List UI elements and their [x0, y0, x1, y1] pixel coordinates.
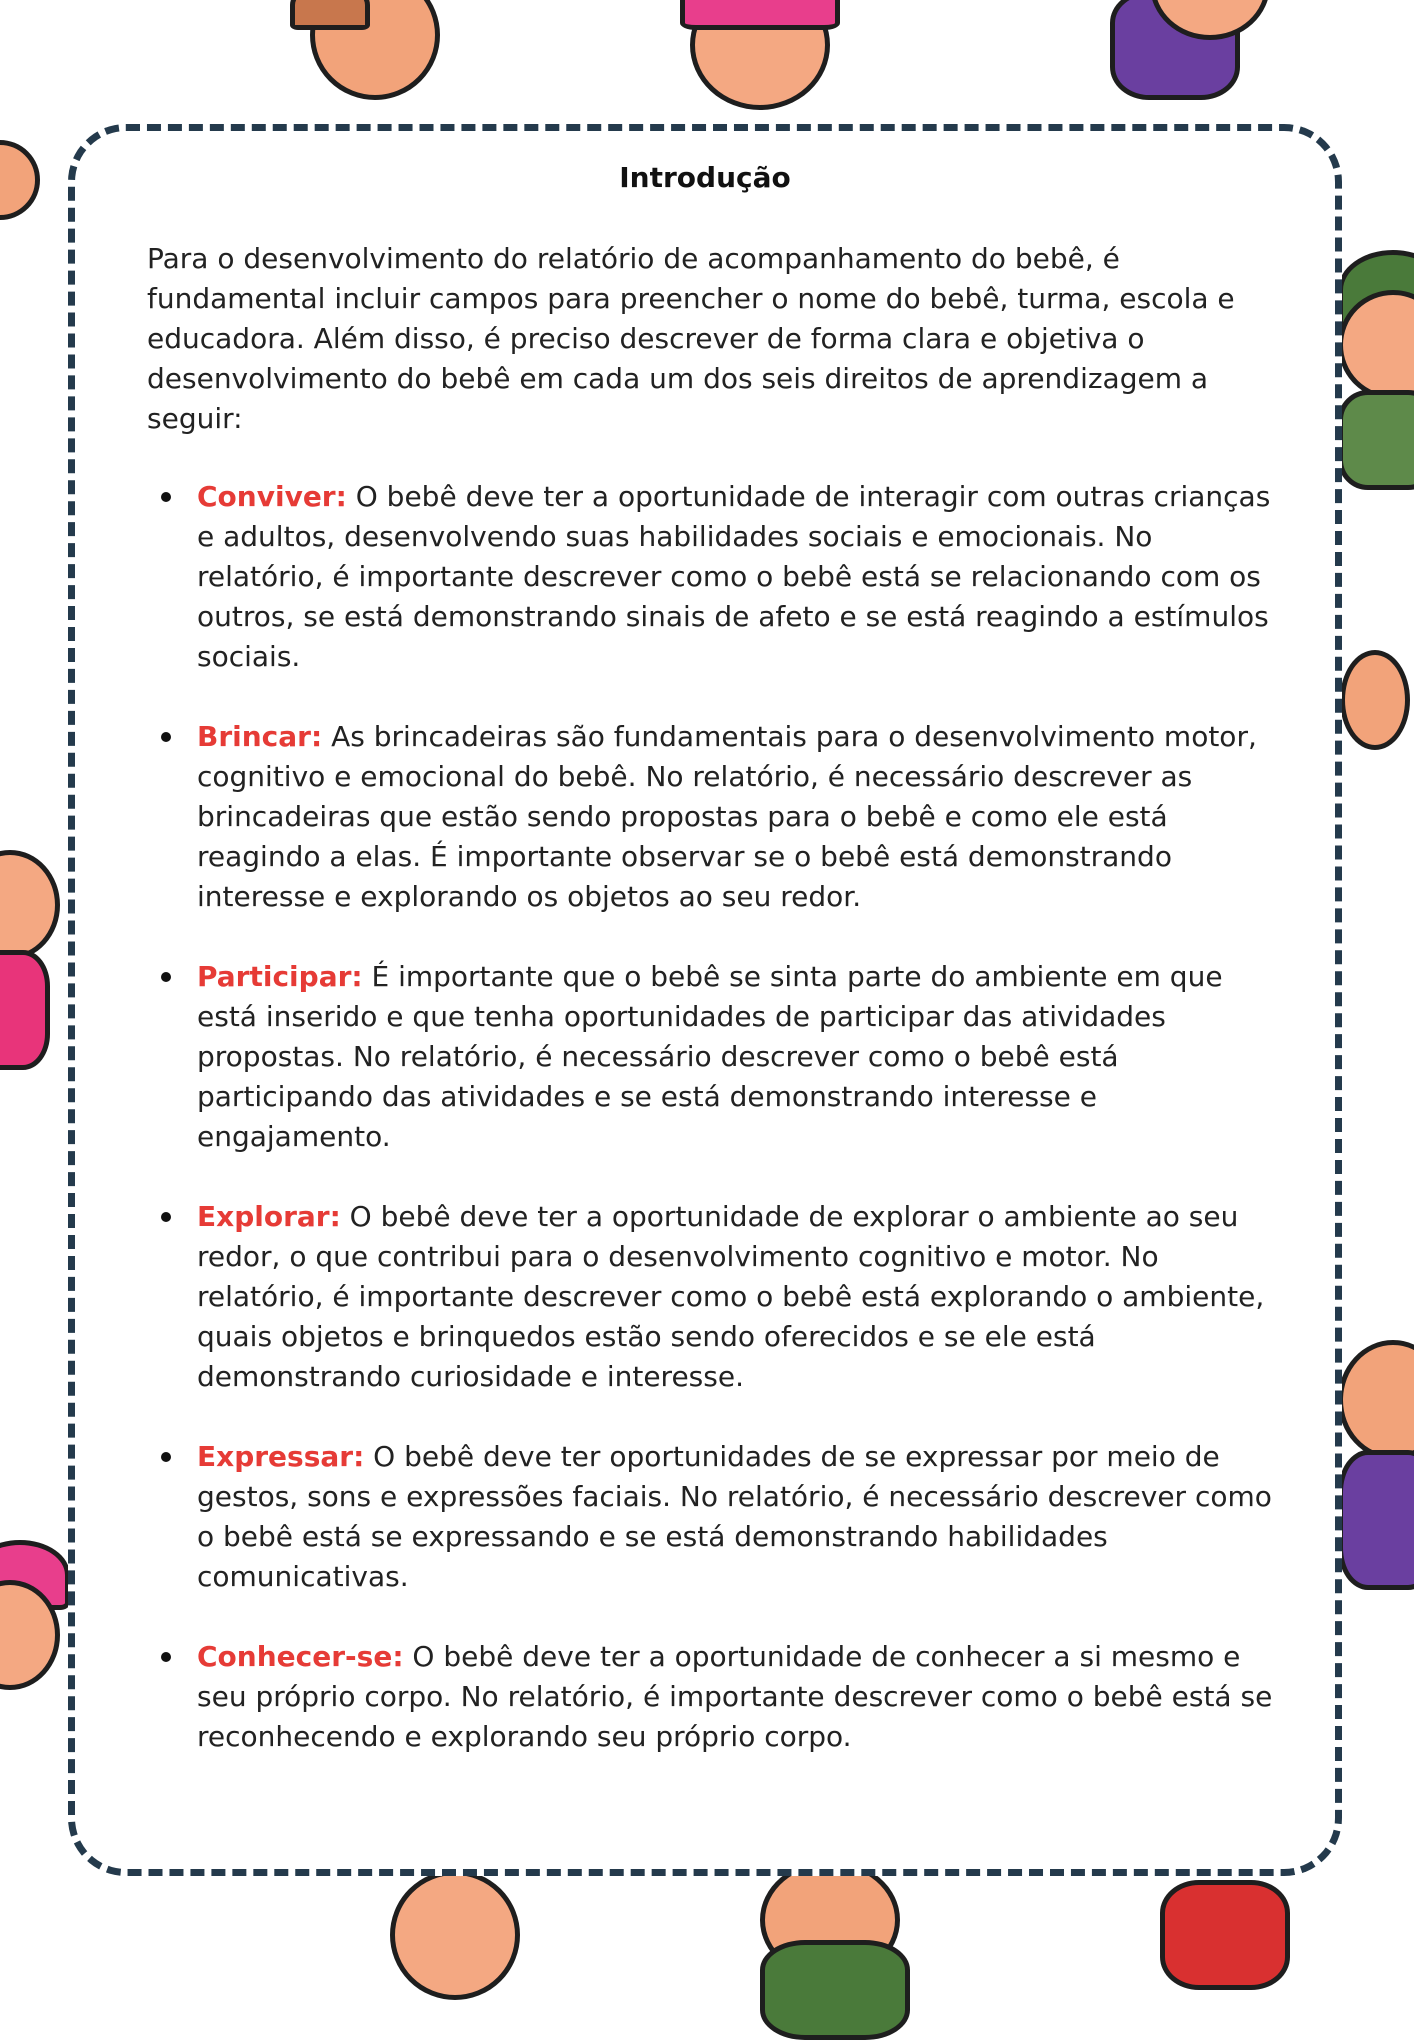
cartoon-kid-bottom-right	[1140, 1870, 1320, 2010]
item-text: O bebê deve ter a oportunidade de interagir com outras crianças e adultos, desenvolvendo suas habilidades sociais e emocionais. No relatório, é importante descrever como o bebê está se relacionando com os outros, se está demonstrando sinais de afeto e se está reagindo a estímulos sociais.	[197, 480, 1271, 673]
cartoon-kid-left-top	[0, 130, 50, 270]
list-item-brincar	[147, 717, 1277, 917]
bullet-icon	[161, 972, 171, 982]
cartoon-kid-top-left	[250, 0, 460, 100]
item-term: Brincar:	[197, 720, 323, 753]
bullet-icon	[161, 732, 171, 742]
item-text: As brincadeiras são fundamentais para o desenvolvimento motor, cognitivo e emocional do bebê. No relatório, é necessário descrever as brincadeiras que estão sendo propostas para o bebê e como ele está reagindo a elas. É importante observar se o bebê está demonstrando interesse e explorando os objetos ao seu redor.	[197, 720, 1257, 913]
cartoon-kid-bottom-center	[720, 1870, 980, 2010]
list-item-expressar	[147, 1437, 1277, 1597]
bullet-icon	[161, 492, 171, 502]
item-term: Expressar:	[197, 1440, 365, 1473]
cartoon-kid-left-middle	[0, 830, 70, 1070]
item-term: Participar:	[197, 960, 363, 993]
content-card	[68, 124, 1342, 1876]
cartoon-kid-right-upper	[1338, 250, 1414, 480]
cartoon-kid-right-middle	[1340, 640, 1410, 760]
bullet-icon	[161, 1452, 171, 1462]
item-term: Conhecer-se:	[197, 1640, 404, 1673]
learning-rights-list	[147, 477, 1277, 1797]
bullet-icon	[161, 1652, 171, 1662]
page-title: Introdução	[619, 161, 791, 194]
item-text: O bebê deve ter oportunidades de se expressar por meio de gestos, sons e expressões faciais. No relatório, é necessário descrever como o bebê está se expressando e se está demonstrando habilidades comunicativas.	[197, 1440, 1272, 1593]
list-item-conviver	[147, 477, 1277, 677]
cartoon-kid-left-lower	[0, 1540, 70, 1740]
cartoon-kid-right-lower	[1338, 1320, 1414, 1600]
item-term: Conviver:	[197, 480, 347, 513]
item-text: O bebê deve ter a oportunidade de conhecer a si mesmo e seu próprio corpo. No relatório, é importante descrever como o bebê está se reconhecendo e explorando seu próprio corpo.	[197, 1640, 1273, 1753]
item-text: O bebê deve ter a oportunidade de explorar o ambiente ao seu redor, o que contribui para o desenvolvimento cognitivo e motor. No relatório, é importante descrever como o bebê está explorando o ambiente, quais objetos e brinquedos estão sendo oferecidos e se ele está demonstrando curiosidade e interesse.	[197, 1200, 1265, 1393]
cartoon-kid-bottom-left	[360, 1870, 540, 2010]
item-text: É importante que o bebê se sinta parte do ambiente em que está inserido e que tenha oportunidades de participar das atividades propostas. No relatório, é necessário descrever como o bebê está participando das atividades e se está demonstrando interesse e engajamento.	[197, 960, 1223, 1153]
cartoon-kid-top-center	[630, 0, 880, 110]
list-item-explorar	[147, 1197, 1277, 1397]
list-item-conhecer-se	[147, 1637, 1277, 1757]
intro-paragraph: Para o desenvolvimento do relatório de acompanhamento do bebê, é fundamental incluir campos para preencher o nome do bebê, turma, escola e educadora. Além disso, é preciso descrever de forma clara e objetiva o desenvolvimento do bebê em cada um dos seis direitos de aprendizagem a seguir:	[147, 242, 1235, 435]
list-item-participar	[147, 957, 1277, 1157]
cartoon-kid-top-right	[1090, 0, 1270, 110]
item-term: Explorar:	[197, 1200, 341, 1233]
bullet-icon	[161, 1212, 171, 1222]
